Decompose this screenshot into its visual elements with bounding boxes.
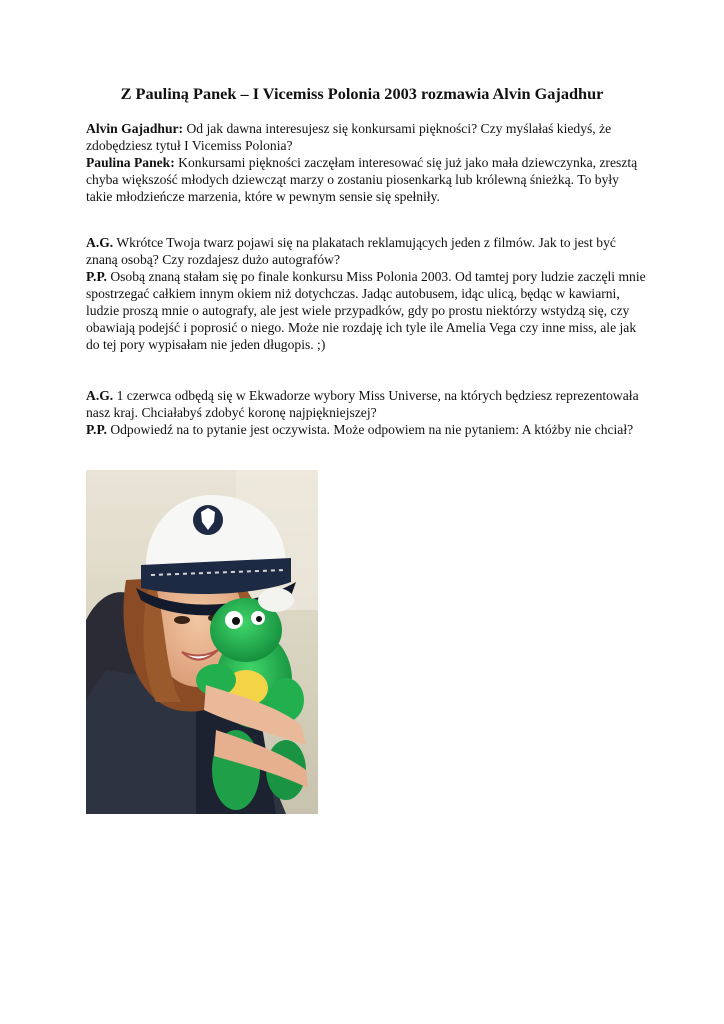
question-2-text: Wkrótce Twoja twarz pojawi się na plakatach reklamujących jeden z filmów. Jak to jest być znaną osobą? Czy rozdajesz dużo autografów?	[86, 235, 616, 267]
question-1	[86, 120, 646, 154]
answer-1	[86, 154, 646, 205]
answer-3-speaker: P.P.	[86, 422, 107, 437]
answer-2-speaker: P.P.	[86, 269, 107, 284]
interview-block-1	[86, 120, 646, 205]
answer-2	[86, 268, 646, 353]
question-3	[86, 387, 646, 421]
interview-block-2	[86, 234, 646, 353]
question-1-speaker: Alvin Gajadhur:	[86, 121, 184, 136]
question-2	[86, 234, 646, 268]
interview-block-3	[86, 387, 646, 438]
answer-1-text: Konkursami piękności zaczęłam interesować się już jako mała dziewczynka, zresztą chyba większość młodych dziewcząt marzy o zostaniu piosenkarką lub królewną śnieżką. To były takie młodzieńcze marzenia, które w pewnym sensie się spełniły.	[86, 155, 638, 204]
answer-1-speaker: Paulina Panek:	[86, 155, 175, 170]
question-1-text: Od jak dawna interesujesz się konkursami piękności? Czy myślałaś kiedyś, że zdobędziesz tytuł I Vicemiss Polonia?	[86, 121, 612, 153]
answer-3	[86, 421, 646, 438]
answer-2-text: Osobą znaną stałam się po finale konkursu Miss Polonia 2003. Od tamtej pory ludzie zaczęli mnie spostrzegać całkiem innym okiem niż dotychczas. Jadąc autobusem, idąc ulicą, będąc w kawiarni, ludzie proszą mnie o autografy, ale jest wiele przypadków, gdy po prostu niektórzy wstydzą się, czy obawiają podejść i poprosić o niego. Może nie rozdaję ich tyle ile Amelia Vega czy inne miss, ale jak do tej pory wypisałam nie jeden długopis. ;)	[86, 269, 646, 352]
page-title: Z Pauliną Panek – I Vicemiss Polonia 2003 rozmawia Alvin Gajadhur	[120, 84, 604, 103]
question-3-text: 1 czerwca odbędą się w Ekwadorze wybory Miss Universe, na których będziesz reprezentowała nasz kraj. Chciałabyś zdobyć koronę najpiękniejszej?	[86, 388, 639, 420]
portrait-photo	[86, 470, 318, 814]
question-3-speaker: A.G.	[86, 388, 114, 403]
question-2-speaker: A.G.	[86, 235, 114, 250]
answer-3-text: Odpowiedź na to pytanie jest oczywista. Może odpowiem na nie pytaniem: A któżby nie chciał?	[106, 422, 634, 437]
